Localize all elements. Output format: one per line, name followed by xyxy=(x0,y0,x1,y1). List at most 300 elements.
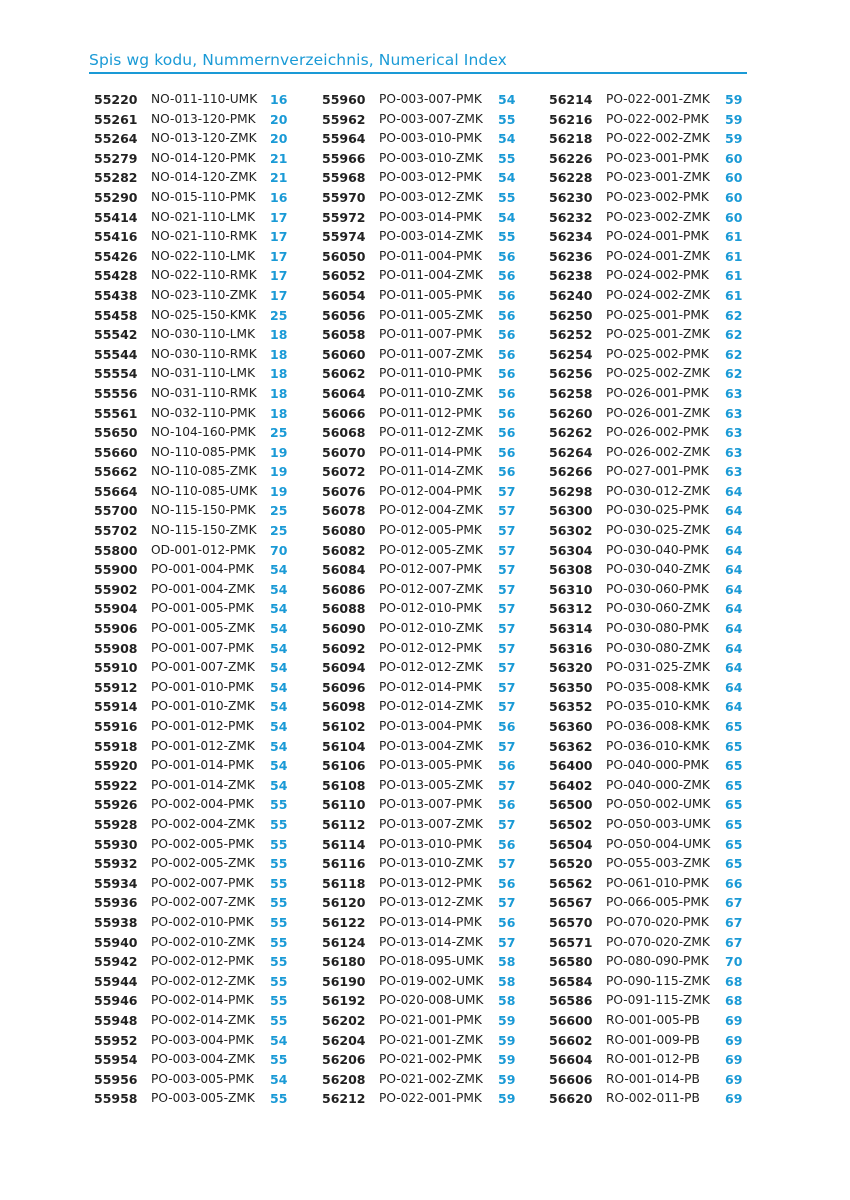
index-row xyxy=(94,306,299,326)
index-code: 56226 xyxy=(549,150,593,166)
index-page-number: 56 xyxy=(498,758,516,774)
index-code: 55290 xyxy=(94,189,138,205)
index-part-name: PO-026-001-PMK xyxy=(606,385,709,400)
index-part-name: PO-002-012-ZMK xyxy=(151,973,255,988)
index-row xyxy=(94,90,299,110)
index-row xyxy=(94,913,299,933)
index-part-name: RO-002-011-PB xyxy=(606,1091,700,1106)
index-code: 56122 xyxy=(322,914,366,930)
index-part-name: PO-012-004-ZMK xyxy=(379,503,483,518)
index-code: 55932 xyxy=(94,856,138,872)
index-code: 56571 xyxy=(549,934,593,950)
index-code: 56308 xyxy=(549,562,593,578)
index-code: 55916 xyxy=(94,719,138,734)
index-page-number: 56 xyxy=(498,444,516,460)
index-code: 56228 xyxy=(549,170,593,186)
index-code: 56120 xyxy=(322,895,366,911)
index-row xyxy=(549,678,754,698)
index-page-number: 56 xyxy=(498,464,516,480)
index-code: 56360 xyxy=(549,719,593,734)
index-page-number: 56 xyxy=(498,914,516,930)
index-row xyxy=(322,639,527,659)
index-row xyxy=(322,580,527,600)
index-page-number: 61 xyxy=(725,268,743,284)
index-part-name: PO-012-010-PMK xyxy=(379,601,482,616)
index-code: 56124 xyxy=(322,934,366,950)
index-row xyxy=(549,1011,754,1031)
index-code: 56106 xyxy=(322,758,366,774)
index-row xyxy=(94,149,299,169)
index-part-name: PO-012-014-ZMK xyxy=(379,699,483,714)
index-code: 56110 xyxy=(322,797,366,813)
index-code: 56362 xyxy=(549,738,593,754)
index-part-name: NO-023-110-ZMK xyxy=(151,287,257,302)
index-page-number: 68 xyxy=(725,993,743,1009)
index-part-name: PO-020-008-UMK xyxy=(379,993,484,1008)
index-code: 55958 xyxy=(94,1091,138,1107)
index-part-name: PO-080-090-PMK xyxy=(606,954,709,969)
index-part-name: RO-001-009-PB xyxy=(606,1032,700,1047)
index-part-name: PO-003-014-ZMK xyxy=(379,229,483,244)
index-page-number: 57 xyxy=(498,856,516,872)
index-row xyxy=(322,991,527,1011)
index-row xyxy=(549,815,754,835)
index-part-name: PO-001-010-ZMK xyxy=(151,699,255,714)
index-part-name: PO-021-001-ZMK xyxy=(379,1032,483,1047)
index-row xyxy=(322,482,527,502)
index-page-number: 69 xyxy=(725,1071,743,1087)
index-code: 55920 xyxy=(94,758,138,774)
index-row xyxy=(94,501,299,521)
index-part-name: PO-070-020-ZMK xyxy=(606,934,710,949)
index-code: 56094 xyxy=(322,660,366,676)
index-part-name: NO-030-110-RMK xyxy=(151,346,257,361)
index-part-name: PO-030-080-ZMK xyxy=(606,640,710,655)
index-part-name: NO-110-085-PMK xyxy=(151,444,256,459)
index-page-number: 64 xyxy=(725,621,743,637)
index-row xyxy=(549,482,754,502)
index-part-name: PO-001-010-PMK xyxy=(151,679,254,694)
index-code: 55972 xyxy=(322,209,366,225)
index-part-name: PO-011-005-PMK xyxy=(379,287,482,302)
index-code: 56602 xyxy=(549,1032,593,1048)
index-row xyxy=(549,776,754,796)
index-row xyxy=(549,658,754,678)
index-row xyxy=(322,345,527,365)
index-part-name: PO-031-025-ZMK xyxy=(606,660,710,675)
index-part-name: PO-030-080-PMK xyxy=(606,621,709,636)
index-code: 56562 xyxy=(549,875,593,891)
index-code: 56256 xyxy=(549,366,593,382)
index-row xyxy=(322,717,527,737)
index-row xyxy=(94,188,299,208)
index-part-name: PO-002-004-PMK xyxy=(151,797,254,812)
index-code: 56098 xyxy=(322,699,366,715)
index-code: 56070 xyxy=(322,444,366,460)
index-code: 55968 xyxy=(322,170,366,186)
index-code: 55261 xyxy=(94,111,138,127)
index-code: 56232 xyxy=(549,209,593,225)
index-code: 56086 xyxy=(322,581,366,597)
index-page-number: 54 xyxy=(270,719,288,734)
index-code: 55458 xyxy=(94,307,138,323)
index-part-name: NO-110-085-UMK xyxy=(151,483,258,498)
index-page-number: 67 xyxy=(725,895,743,911)
index-code: 56262 xyxy=(549,425,593,441)
index-part-name: PO-012-007-ZMK xyxy=(379,581,483,596)
index-row xyxy=(549,835,754,855)
index-row xyxy=(94,129,299,149)
index-page-number: 55 xyxy=(270,875,288,891)
index-code: 55946 xyxy=(94,993,138,1009)
index-part-name: PO-066-005-PMK xyxy=(606,895,709,910)
index-row xyxy=(549,521,754,541)
index-page-number: 55 xyxy=(270,914,288,930)
index-code: 55908 xyxy=(94,640,138,656)
index-page-number: 69 xyxy=(725,1012,743,1028)
index-row xyxy=(322,795,527,815)
index-page-number: 64 xyxy=(725,660,743,676)
index-code: 56102 xyxy=(322,719,366,734)
index-row xyxy=(549,952,754,972)
index-page-number: 61 xyxy=(725,248,743,264)
index-code: 56402 xyxy=(549,777,593,793)
index-page-number: 55 xyxy=(270,1052,288,1068)
index-page-number: 54 xyxy=(270,581,288,597)
index-row xyxy=(94,815,299,835)
index-page-number: 62 xyxy=(725,366,743,382)
index-part-name: PO-001-014-ZMK xyxy=(151,777,255,792)
index-code: 55944 xyxy=(94,973,138,989)
index-part-name: PO-013-005-ZMK xyxy=(379,777,483,792)
index-row xyxy=(549,443,754,463)
index-page-number: 69 xyxy=(725,1052,743,1068)
index-part-name: NO-032-110-PMK xyxy=(151,405,256,420)
index-page-number: 59 xyxy=(498,1032,516,1048)
index-row xyxy=(549,306,754,326)
index-page-number: 54 xyxy=(270,1032,288,1048)
index-page-number: 17 xyxy=(270,209,288,225)
index-code: 56266 xyxy=(549,464,593,480)
index-page-number: 57 xyxy=(498,581,516,597)
index-code: 56300 xyxy=(549,503,593,519)
index-code: 56604 xyxy=(549,1052,593,1068)
index-row xyxy=(549,247,754,267)
index-part-name: NO-031-110-LMK xyxy=(151,366,256,381)
index-part-name: PO-013-014-PMK xyxy=(379,914,482,929)
index-row xyxy=(322,835,527,855)
index-part-name: PO-035-008-KMK xyxy=(606,679,710,694)
index-row xyxy=(94,776,299,796)
index-part-name: PO-003-014-PMK xyxy=(379,209,482,224)
index-row xyxy=(549,1031,754,1051)
index-part-name: PO-024-002-PMK xyxy=(606,268,709,283)
index-row xyxy=(94,482,299,502)
index-page-number: 64 xyxy=(725,523,743,539)
index-part-name: PO-022-002-ZMK xyxy=(606,131,710,146)
index-row xyxy=(94,345,299,365)
index-page-number: 55 xyxy=(498,150,516,166)
index-part-name: PO-023-002-ZMK xyxy=(606,209,710,224)
index-part-name: NO-021-110-LMK xyxy=(151,209,256,224)
index-page-number: 55 xyxy=(270,954,288,970)
index-row xyxy=(322,208,527,228)
index-row xyxy=(322,658,527,678)
index-code: 56234 xyxy=(549,229,593,245)
index-page-number: 57 xyxy=(498,895,516,911)
index-part-name: PO-001-007-ZMK xyxy=(151,660,255,675)
index-page-number: 69 xyxy=(725,1032,743,1048)
index-part-name: PO-025-001-ZMK xyxy=(606,327,710,342)
index-code: 56090 xyxy=(322,621,366,637)
index-page-number: 57 xyxy=(498,660,516,676)
index-page-number: 62 xyxy=(725,327,743,343)
index-row xyxy=(322,501,527,521)
index-page-number: 55 xyxy=(270,973,288,989)
index-code: 56076 xyxy=(322,483,366,499)
index-row xyxy=(322,384,527,404)
index-part-name: PO-030-012-ZMK xyxy=(606,483,710,498)
index-part-name: PO-012-012-ZMK xyxy=(379,660,483,675)
index-part-name: PO-024-001-PMK xyxy=(606,229,709,244)
index-page-number: 57 xyxy=(498,562,516,578)
index-row xyxy=(94,1070,299,1090)
index-part-name: PO-001-004-PMK xyxy=(151,562,254,577)
index-code: 55960 xyxy=(322,92,366,107)
index-code: 56088 xyxy=(322,601,366,617)
index-row xyxy=(549,110,754,130)
index-page-number: 55 xyxy=(270,1091,288,1107)
index-part-name: PO-050-003-UMK xyxy=(606,816,711,831)
index-code: 55561 xyxy=(94,405,138,421)
index-code: 55220 xyxy=(94,92,138,107)
index-page-number: 25 xyxy=(270,523,288,539)
index-row xyxy=(94,580,299,600)
index-row xyxy=(549,423,754,443)
index-page-number: 64 xyxy=(725,483,743,499)
index-page-number: 63 xyxy=(725,444,743,460)
index-page-number: 59 xyxy=(498,1012,516,1028)
index-code: 55910 xyxy=(94,660,138,676)
index-part-name: PO-040-000-ZMK xyxy=(606,777,710,792)
index-part-name: PO-012-005-ZMK xyxy=(379,542,483,557)
index-row xyxy=(549,541,754,561)
index-code: 56092 xyxy=(322,640,366,656)
index-code: 56352 xyxy=(549,699,593,715)
index-row xyxy=(94,972,299,992)
index-page-number: 59 xyxy=(725,92,743,107)
index-part-name: PO-023-002-PMK xyxy=(606,189,709,204)
index-part-name: PO-026-002-ZMK xyxy=(606,444,710,459)
index-code: 56310 xyxy=(549,581,593,597)
index-code: 56054 xyxy=(322,287,366,303)
index-row xyxy=(549,697,754,717)
index-page-number: 63 xyxy=(725,385,743,401)
index-row xyxy=(322,599,527,619)
index-code: 55918 xyxy=(94,738,138,754)
index-row xyxy=(549,717,754,737)
index-part-name: NO-011-110-UMK xyxy=(151,92,258,106)
index-part-name: NO-104-160-PMK xyxy=(151,425,256,440)
index-row xyxy=(94,443,299,463)
index-row xyxy=(322,560,527,580)
index-code: 56204 xyxy=(322,1032,366,1048)
index-page-number: 62 xyxy=(725,346,743,362)
index-code: 56504 xyxy=(549,836,593,852)
index-page-number: 54 xyxy=(270,562,288,578)
index-part-name: PO-070-020-PMK xyxy=(606,914,709,929)
index-part-name: PO-001-005-PMK xyxy=(151,601,254,616)
index-page-number: 20 xyxy=(270,131,288,147)
index-code: 56520 xyxy=(549,856,593,872)
index-page-number: 20 xyxy=(270,111,288,127)
index-part-name: PO-011-004-PMK xyxy=(379,248,482,263)
index-row xyxy=(94,325,299,345)
index-code: 56050 xyxy=(322,248,366,264)
index-code: 56350 xyxy=(549,679,593,695)
index-row xyxy=(549,149,754,169)
index-row xyxy=(549,580,754,600)
index-code: 56400 xyxy=(549,758,593,774)
index-page-number: 19 xyxy=(270,483,288,499)
index-page-number: 68 xyxy=(725,973,743,989)
index-part-name: NO-030-110-LMK xyxy=(151,327,256,342)
index-row xyxy=(549,893,754,913)
index-row xyxy=(322,1070,527,1090)
index-page-number: 56 xyxy=(498,425,516,441)
index-part-name: PO-025-002-ZMK xyxy=(606,366,710,381)
index-page-number: 60 xyxy=(725,170,743,186)
index-page-number: 54 xyxy=(498,92,516,107)
index-row xyxy=(549,129,754,149)
index-part-name: PO-002-010-ZMK xyxy=(151,934,255,949)
index-part-name: PO-036-010-KMK xyxy=(606,738,710,753)
index-page-number: 19 xyxy=(270,444,288,460)
index-part-name: PO-011-005-ZMK xyxy=(379,307,483,322)
index-page-number: 57 xyxy=(498,621,516,637)
index-part-name: PO-030-025-PMK xyxy=(606,503,709,518)
index-part-name: PO-023-001-PMK xyxy=(606,150,709,165)
index-code: 55930 xyxy=(94,836,138,852)
index-row xyxy=(94,266,299,286)
index-code: 55416 xyxy=(94,229,138,245)
title-divider xyxy=(89,72,747,74)
index-part-name: NO-110-085-ZMK xyxy=(151,464,257,479)
index-code: 55900 xyxy=(94,562,138,578)
index-row xyxy=(549,639,754,659)
index-code: 56302 xyxy=(549,523,593,539)
index-page-number: 54 xyxy=(270,699,288,715)
index-code: 55544 xyxy=(94,346,138,362)
index-page-number: 56 xyxy=(498,385,516,401)
index-page-number: 56 xyxy=(498,248,516,264)
index-row xyxy=(94,227,299,247)
index-page-number: 57 xyxy=(498,679,516,695)
index-code: 56212 xyxy=(322,1091,366,1107)
index-page-number: 70 xyxy=(270,542,288,558)
index-code: 56190 xyxy=(322,973,366,989)
index-part-name: PO-011-012-ZMK xyxy=(379,425,483,440)
index-part-name: PO-019-002-UMK xyxy=(379,973,484,988)
index-part-name: PO-022-001-PMK xyxy=(379,1091,482,1106)
index-code: 56316 xyxy=(549,640,593,656)
index-part-name: PO-055-003-ZMK xyxy=(606,856,710,871)
index-part-name: PO-002-007-ZMK xyxy=(151,895,255,910)
index-code: 56238 xyxy=(549,268,593,284)
index-part-name: PO-030-060-PMK xyxy=(606,581,709,596)
index-page-number: 54 xyxy=(270,1071,288,1087)
index-code: 55914 xyxy=(94,699,138,715)
index-code: 56236 xyxy=(549,248,593,264)
index-part-name: PO-011-007-ZMK xyxy=(379,346,483,361)
index-page-number: 58 xyxy=(498,993,516,1009)
index-row xyxy=(322,1050,527,1070)
index-row xyxy=(94,658,299,678)
index-page-number: 18 xyxy=(270,405,288,421)
index-page-number: 57 xyxy=(498,601,516,617)
index-row xyxy=(94,619,299,639)
index-page-number: 18 xyxy=(270,346,288,362)
index-code: 56304 xyxy=(549,542,593,558)
index-code: 56567 xyxy=(549,895,593,911)
index-page-number: 54 xyxy=(270,758,288,774)
index-part-name: PO-022-002-PMK xyxy=(606,111,709,126)
index-part-name: PO-002-005-ZMK xyxy=(151,856,255,871)
index-page-number: 54 xyxy=(498,170,516,186)
index-part-name: PO-022-001-ZMK xyxy=(606,92,710,106)
index-code: 55264 xyxy=(94,131,138,147)
index-row xyxy=(322,541,527,561)
index-code: 55902 xyxy=(94,581,138,597)
index-page-number: 57 xyxy=(498,738,516,754)
index-part-name: PO-013-014-ZMK xyxy=(379,934,483,949)
index-part-name: RO-001-005-PB xyxy=(606,1012,700,1027)
index-page-number: 56 xyxy=(498,268,516,284)
index-page-number: 55 xyxy=(270,1012,288,1028)
index-row xyxy=(322,697,527,717)
index-page-number: 67 xyxy=(725,934,743,950)
index-page-number: 17 xyxy=(270,268,288,284)
index-row xyxy=(549,1089,754,1109)
index-row xyxy=(322,756,527,776)
index-part-name: PO-024-001-ZMK xyxy=(606,248,710,263)
index-code: 56064 xyxy=(322,385,366,401)
index-code: 55414 xyxy=(94,209,138,225)
index-code: 56108 xyxy=(322,777,366,793)
index-part-name: PO-026-002-PMK xyxy=(606,425,709,440)
index-row xyxy=(94,286,299,306)
index-row xyxy=(94,1011,299,1031)
index-page-number: 65 xyxy=(725,719,743,734)
index-page-number: 21 xyxy=(270,150,288,166)
index-page-number: 55 xyxy=(270,797,288,813)
index-page-number: 55 xyxy=(270,895,288,911)
index-page-number: 21 xyxy=(270,170,288,186)
index-row xyxy=(549,208,754,228)
index-part-name: PO-013-004-PMK xyxy=(379,719,482,733)
index-code: 55428 xyxy=(94,268,138,284)
index-row xyxy=(549,266,754,286)
index-code: 55650 xyxy=(94,425,138,441)
index-part-name: PO-013-007-ZMK xyxy=(379,816,483,831)
index-code: 55279 xyxy=(94,150,138,166)
index-part-name: PO-002-005-PMK xyxy=(151,836,254,851)
index-code: 56112 xyxy=(322,816,366,832)
index-page-number: 64 xyxy=(725,640,743,656)
index-page-number: 19 xyxy=(270,464,288,480)
index-page-number: 25 xyxy=(270,503,288,519)
index-row xyxy=(322,462,527,482)
